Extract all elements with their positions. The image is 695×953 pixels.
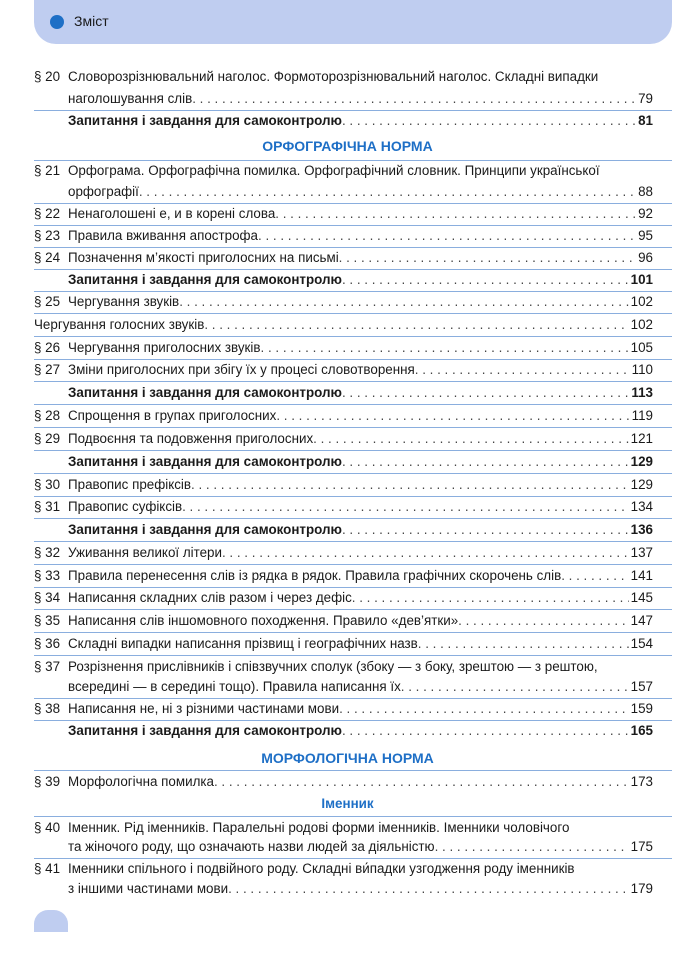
leader-dots (339, 247, 636, 269)
section-heading: МОРФОЛОГІЧНА НОРМА (261, 750, 434, 766)
entry-title: Чергування приголосних звуків (68, 340, 261, 355)
leader-dots (179, 291, 628, 313)
leader-dots (339, 698, 629, 720)
entry-page: 147 (630, 613, 653, 628)
entry-title-line1: Іменник. Рід іменників. Паралельні родові форми іменників. Іменники чоловічого (68, 820, 570, 835)
leader-dots (228, 878, 629, 900)
entry-page: 179 (630, 881, 653, 896)
entry-title: та жіночого роду, що означають назви людей за діяльністю (68, 839, 435, 854)
entry-page: 81 (638, 113, 653, 128)
entry-page: 105 (630, 340, 653, 355)
leader-dots (139, 181, 636, 203)
entry-title: Правила вживання апострофа (68, 228, 258, 243)
entry-page: 92 (638, 206, 653, 221)
leader-dots (342, 110, 636, 132)
entry-title: Написання слів іншомовного походження. Правило «дев’ятки» (68, 613, 459, 628)
leader-dots (435, 836, 629, 858)
entry-number: § 24 (34, 250, 61, 265)
entry-title: Подвоєння та подовження приголосних (68, 431, 314, 446)
entry-title-line1: Розрізнення прислівників і співзвучних сполук (збоку — з боку, зрештою — з рештою, (68, 659, 598, 674)
entry-page: 165 (630, 723, 653, 738)
entry-title: Запитання і завдання для самоконтролю (68, 113, 342, 128)
leader-dots (561, 565, 628, 587)
leader-dots (342, 451, 629, 473)
leader-dots (415, 359, 630, 381)
entry-page: 129 (630, 477, 653, 492)
leader-dots (276, 405, 629, 427)
leader-dots (458, 610, 629, 632)
entry-page: 141 (630, 568, 653, 583)
entry-page: 137 (630, 545, 653, 560)
entry-page: 159 (630, 701, 653, 716)
entry-number: § 39 (34, 774, 61, 789)
entry-number: § 21 (34, 163, 61, 178)
entry-number: § 37 (34, 659, 61, 674)
leader-dots (214, 771, 629, 793)
entry-page: 119 (631, 408, 653, 423)
entry-page: 113 (631, 385, 653, 400)
leader-dots (261, 337, 629, 359)
entry-number: § 30 (34, 477, 61, 492)
entry-title: орфографії (68, 184, 139, 199)
header-title: Зміст (74, 13, 109, 29)
entry-page: 157 (630, 679, 653, 694)
entry-title: Складні випадки написання прізвищ і географічних назв (68, 636, 418, 651)
leader-dots (352, 587, 629, 609)
page-number-tab (34, 910, 68, 932)
entry-number: § 29 (34, 431, 61, 446)
entry-number: § 25 (34, 294, 61, 309)
entry-page: 95 (638, 228, 653, 243)
entry-title: Написання не, ні з різними частинами мови (68, 701, 340, 716)
entry-title-line1: Орфограма. Орфографічна помилка. Орфографічний словник. Принципи української (68, 163, 600, 178)
entry-page: 102 (630, 317, 653, 332)
leader-dots (275, 203, 636, 225)
entry-title-line1: Словорозрізнювальний наголос. Формоторозрізнювальний наголос. Складні випадки (68, 69, 599, 84)
entry-number: § 33 (34, 568, 61, 583)
entry-page: 110 (631, 362, 653, 377)
section-heading: ОРФОГРАФІЧНА НОРМА (262, 138, 433, 154)
entry-page: 154 (630, 636, 653, 651)
leader-dots (222, 542, 629, 564)
entry-title: Чергування звуків (68, 294, 180, 309)
entry-title: Спрощення в групах приголосних (68, 408, 277, 423)
entry-page: 136 (630, 522, 653, 537)
entry-page: 129 (630, 454, 653, 469)
entry-number: § 28 (34, 408, 61, 423)
entry-number: § 35 (34, 613, 61, 628)
entry-title: Морфологічна помилка (68, 774, 214, 789)
entry-page: 88 (638, 184, 653, 199)
entry-title: Запитання і завдання для самоконтролю (68, 272, 342, 287)
entry-page: 96 (638, 250, 653, 265)
entry-number: § 36 (34, 636, 61, 651)
entry-number: § 38 (34, 701, 61, 716)
entry-title: Уживання великої літери (68, 545, 222, 560)
entry-title: Запитання і завдання для самоконтролю (68, 723, 342, 738)
entry-page: 102 (630, 294, 653, 309)
leader-dots (342, 519, 629, 541)
entry-title-line1: Іменники спільного і подвійного роду. Складні ви́падки узгодження роду іменників (68, 861, 575, 876)
page-header (34, 0, 672, 44)
entry-number: § 20 (34, 69, 61, 84)
entry-title: Позначення м’якості приголосних на письмі (68, 250, 339, 265)
entry-title: Запитання і завдання для самоконтролю (68, 454, 342, 469)
entry-title: Написання складних слів разом і через дефіс (68, 590, 352, 605)
entry-title: Запитання і завдання для самоконтролю (68, 522, 342, 537)
entry-title: Зміни приголосних при збігу їх у процесі словотворення (68, 362, 415, 377)
leader-dots (258, 225, 636, 247)
leader-dots (342, 720, 629, 742)
leader-dots (182, 496, 629, 518)
entry-number: § 32 (34, 545, 61, 560)
entry-title: Правопис префіксів (68, 477, 192, 492)
entry-title: з іншими частинами мови (68, 881, 229, 896)
leader-dots (204, 314, 628, 336)
leader-dots (342, 382, 629, 404)
entry-title: всередині — в середині тощо). Правила написання їх (68, 679, 401, 694)
entry-page: 121 (630, 431, 653, 446)
entry-page: 79 (638, 91, 653, 106)
entry-page: 134 (630, 499, 653, 514)
entry-title: Ненаголошені е, и в корені слова (68, 206, 276, 221)
entry-title: наголошування слів (68, 91, 193, 106)
entry-number: § 27 (34, 362, 61, 377)
leader-dots (342, 269, 629, 291)
entry-number: § 22 (34, 206, 61, 221)
entry-page: 175 (630, 839, 653, 854)
entry-number: § 26 (34, 340, 61, 355)
entry-number: § 41 (34, 861, 61, 876)
entry-number: § 40 (34, 820, 61, 835)
entry-title: Чергування голосних звуків (34, 317, 205, 332)
entry-page: 173 (630, 774, 653, 789)
entry-title: Правопис суфіксів (68, 499, 183, 514)
entry-title: Запитання і завдання для самоконтролю (68, 385, 342, 400)
entry-number: § 23 (34, 228, 61, 243)
leader-dots (313, 428, 629, 450)
entry-page: 145 (630, 590, 653, 605)
leader-dots (401, 676, 629, 698)
entry-page: 101 (630, 272, 653, 287)
entry-title: Правила перенесення слів із рядка в рядок. Правила графічних скорочень слів (68, 568, 562, 583)
leader-dots (192, 88, 636, 110)
subsection-heading: Іменник (321, 796, 374, 811)
entry-number: § 34 (34, 590, 61, 605)
leader-dots (191, 474, 629, 496)
header-bullet-icon (50, 15, 64, 29)
entry-number: § 31 (34, 499, 61, 514)
leader-dots (418, 633, 629, 655)
